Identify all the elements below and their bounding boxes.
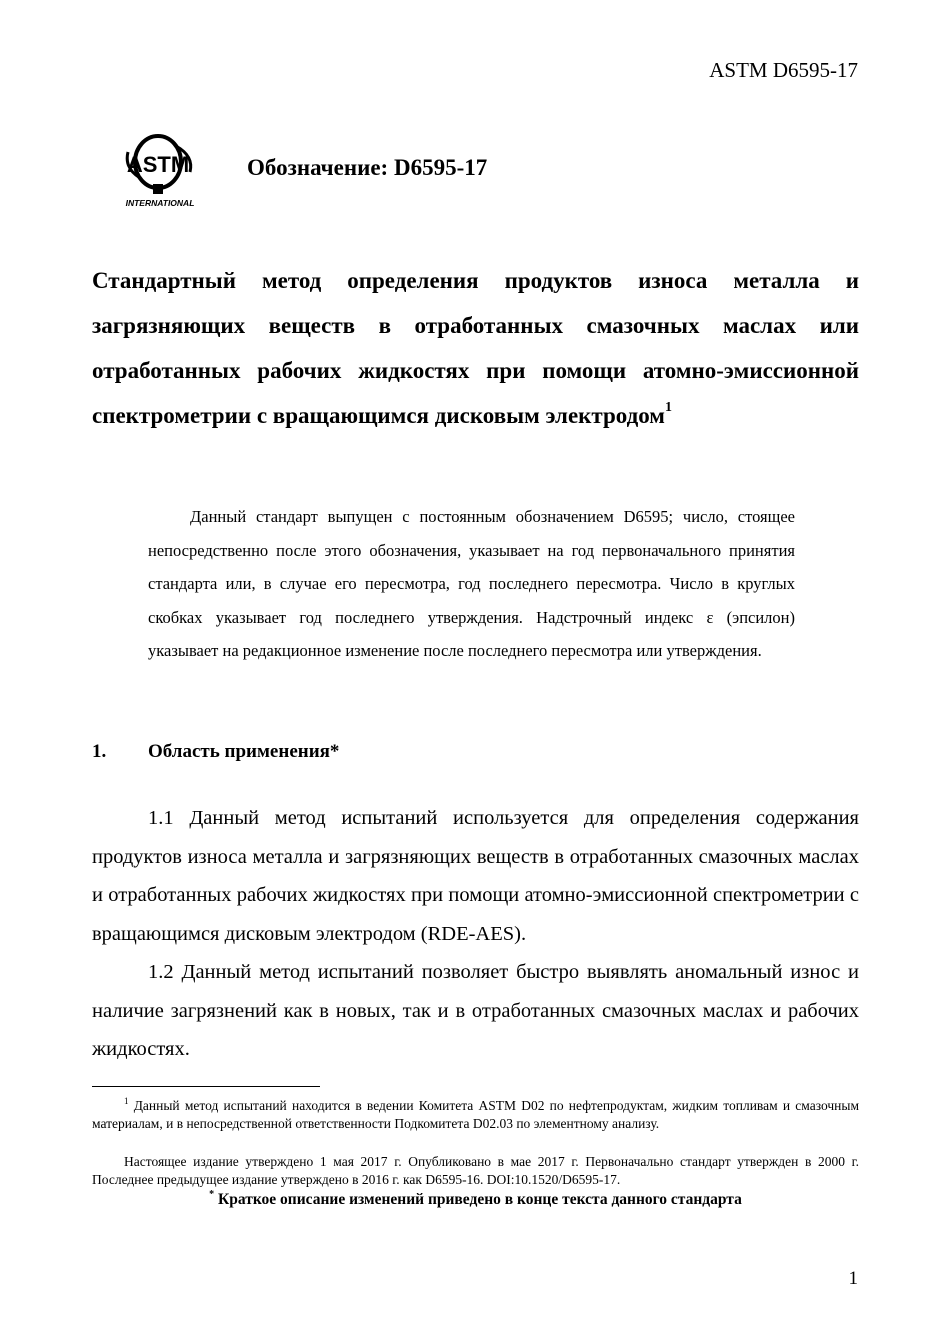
section-number: 1. — [92, 741, 107, 762]
footnote-1-text: Данный метод испытаний находится в ведении Комитета ASTM D02 по нефтепродуктам, жидким топливам и смазочным материалам, и в непосредственной ответственности Подкомитета D02.03 по элементному анализу. — [92, 1098, 860, 1131]
footnote-separator — [92, 1086, 320, 1087]
svg-text:ASTM: ASTM — [126, 152, 190, 177]
footnote-1-marker: 1 — [124, 1096, 129, 1106]
section-title: Область применения* — [148, 741, 340, 762]
astm-international-logo — [118, 132, 202, 210]
standard-designation: Обозначение: D6595-17 — [247, 155, 488, 180]
footnote-star-marker: * — [209, 1189, 215, 1200]
svg-text:INTERNATIONAL: INTERNATIONAL — [125, 198, 195, 208]
footnote-1 — [92, 1097, 859, 1132]
astm-logo-icon — [118, 132, 202, 210]
footnote-star-text: Краткое описание изменений приведено в конце текста данного стандарта — [218, 1191, 742, 1208]
paragraph-1-1: 1.1 Данный метод испытаний используется для определения содержания продуктов износа металла и загрязняющих веществ в отработанных смазочных маслах и отработанных рабочих жидкостях при помощи атомно-эмиссионной спектрометрии с вращающимся дисковым электродом (RDE-AES). — [92, 807, 859, 945]
title-text: Стандартный метод определения продуктов износа металла и загрязняющих веществ в отработанных смазочных маслах или отработанных рабочих жидкостях при помощи атомно-эмиссионной спектрометрии с вращающимся дисковым электродом — [92, 268, 859, 428]
title-footnote-ref: 1 — [664, 400, 672, 415]
footnote-2: Настоящее издание утверждено 1 мая 2017 г. Опубликовано в мае 2017 г. Первоначально стандарт утвержден в 2000 г. Последнее предыдущее издание утверждено в 2016 г. как D6595-16. DOI:10.1520/D6595-17. — [92, 1154, 859, 1187]
paragraph-1-2: 1.2 Данный метод испытаний позволяет быстро выявлять аномальный износ и наличие загрязнений как в новых, так и в отработанных смазочных маслах и рабочих жидкостях. — [92, 961, 859, 1060]
document-code-header: ASTM D6595-17 — [709, 58, 858, 82]
footnote-star — [92, 1191, 859, 1209]
page-number: 1 — [848, 1268, 858, 1289]
designation-notice: Данный стандарт выпущен с постоянным обозначением D6595; число, стоящее непосредственно после этого обозначения, указывает на год первоначального принятия стандарта или, в случае его пересмотра, год последнего пересмотра. Число в круглых скобках указывает год последнего утверждения. Надстрочный индекс ε (эпсилон) указывает на редакционное изменение после последнего пересмотра или утверждения. — [148, 507, 795, 661]
document-title — [92, 258, 859, 438]
